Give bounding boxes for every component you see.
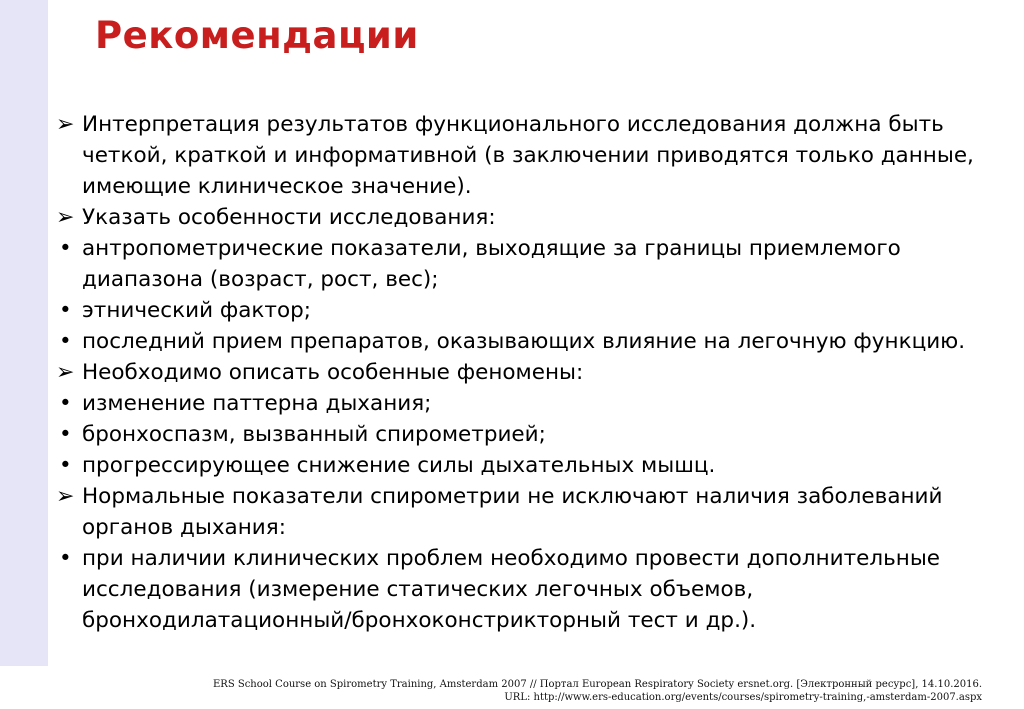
arrow-bullet-icon: ➢ xyxy=(56,484,75,509)
list-item-text: этнический фактор; xyxy=(82,298,311,323)
arrow-bullet-icon: ➢ xyxy=(56,360,75,385)
citation-url: URL: http://www.ers-education.org/events/courses/spirometry-training,-amsterdam-2007.aspx xyxy=(504,692,982,703)
arrow-bullet-icon: ➢ xyxy=(56,205,75,230)
dot-bullet-icon: • xyxy=(59,453,72,478)
list-item-bullet xyxy=(56,295,1006,326)
source-citation xyxy=(213,678,982,704)
list-item-text: Нормальные показатели спирометрии не исключают наличия заболеваний органов дыхания: xyxy=(82,484,943,540)
arrow-bullet-icon: ➢ xyxy=(56,112,75,137)
list-item-bullet xyxy=(56,388,1006,419)
dot-bullet-icon: • xyxy=(59,329,72,354)
list-item-bullet xyxy=(56,543,1006,636)
side-decoration-bar xyxy=(0,0,48,666)
list-item-bullet xyxy=(56,450,1006,481)
list-item-text: изменение паттерна дыхания; xyxy=(82,391,432,416)
list-item-arrow xyxy=(56,357,1006,388)
list-item-text: Необходимо описать особенные феномены: xyxy=(82,360,584,385)
dot-bullet-icon: • xyxy=(59,422,72,447)
list-item-text: Интерпретация результатов функционального исследования должна быть четкой, краткой и информативной (в заключении приводятся только данные, имеющие клиническое значение). xyxy=(82,112,974,199)
list-item-text: прогрессирующее снижение силы дыхательных мышц. xyxy=(82,453,716,478)
list-item-bullet xyxy=(56,326,1006,357)
dot-bullet-icon: • xyxy=(59,236,72,261)
dot-bullet-icon: • xyxy=(59,391,72,416)
list-item-bullet xyxy=(56,419,1006,450)
list-item-bullet xyxy=(56,233,1006,295)
list-item-arrow xyxy=(56,202,1006,233)
list-item-text: бронхоспазм, вызванный спирометрией; xyxy=(82,422,546,447)
list-item-arrow xyxy=(56,481,1006,543)
slide-content xyxy=(56,109,1006,636)
list-item-arrow xyxy=(56,109,1006,202)
list-item-text: последний прием препаратов, оказывающих влияние на легочную функцию. xyxy=(82,329,966,354)
list-item-text: при наличии клинических проблем необходимо провести дополнительные исследования (измерение статических легочных объемов, бронходилатационный/бронхоконстрикторный тест и др.). xyxy=(82,546,941,633)
slide-title: Рекомендации xyxy=(95,14,419,57)
list-item-text: антропометрические показатели, выходящие за границы приемлемого диапазона (возраст, рост, вес); xyxy=(82,236,901,292)
list-item-text: Указать особенности исследования: xyxy=(82,205,496,230)
citation-line: ERS School Course on Spirometry Training, Amsterdam 2007 // Портал European Respiratory Society ersnet.org. [Электронный ресурс], 14.10.2016. xyxy=(213,679,982,690)
dot-bullet-icon: • xyxy=(59,298,72,323)
dot-bullet-icon: • xyxy=(59,546,72,571)
